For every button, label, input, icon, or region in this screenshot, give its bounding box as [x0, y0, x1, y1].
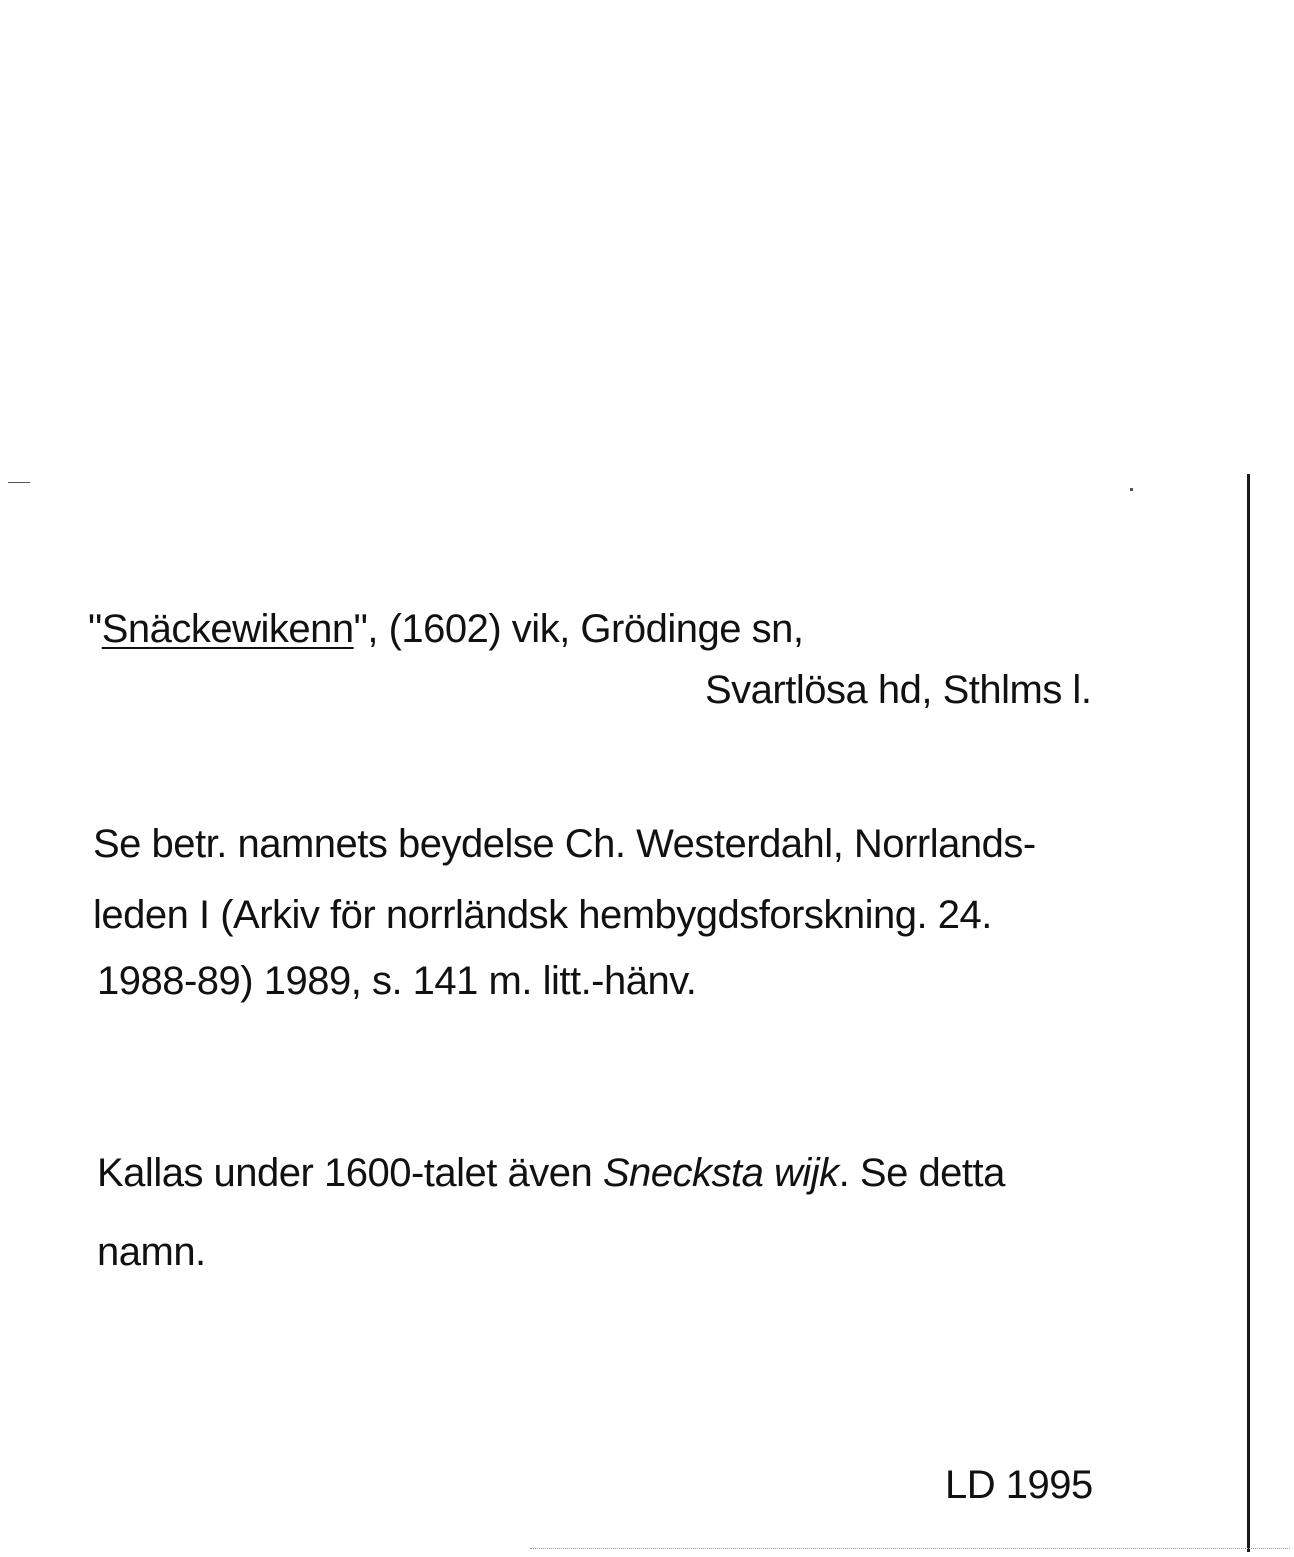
open-quote: ": [88, 607, 102, 651]
note-alt-name: Snecksta wijk: [602, 1151, 839, 1195]
scan-speck: [8, 482, 30, 483]
heading-line-1: [88, 609, 803, 649]
card-right-edge: [1247, 474, 1250, 1552]
card-bottom-edge: [530, 1548, 1290, 1549]
reference-line-1: Se betr. namnets beydelse Ch. Westerdahl, Norrlands-: [93, 822, 1036, 866]
reference-line-2: leden I (Arkiv för norrländsk hembygdsforskning. 24.: [93, 893, 992, 937]
heading-rest: ", (1602) vik, Grödinge sn,: [353, 607, 804, 651]
note-suffix: . Se detta: [838, 1151, 1005, 1195]
reference-line-3: 1988-89) 1989, s. 141 m. litt.-hänv.: [97, 959, 697, 1003]
note-prefix: Kallas under 1600-talet även: [97, 1151, 603, 1195]
heading-location: Svartlösa hd, Sthlms l.: [705, 668, 1092, 712]
note-line-1: [97, 1153, 1005, 1193]
scan-speck: [1130, 488, 1133, 491]
signature: LD 1995: [945, 1463, 1093, 1507]
note-line-2: namn.: [97, 1230, 206, 1274]
place-name: Snäckewikenn: [101, 607, 354, 651]
